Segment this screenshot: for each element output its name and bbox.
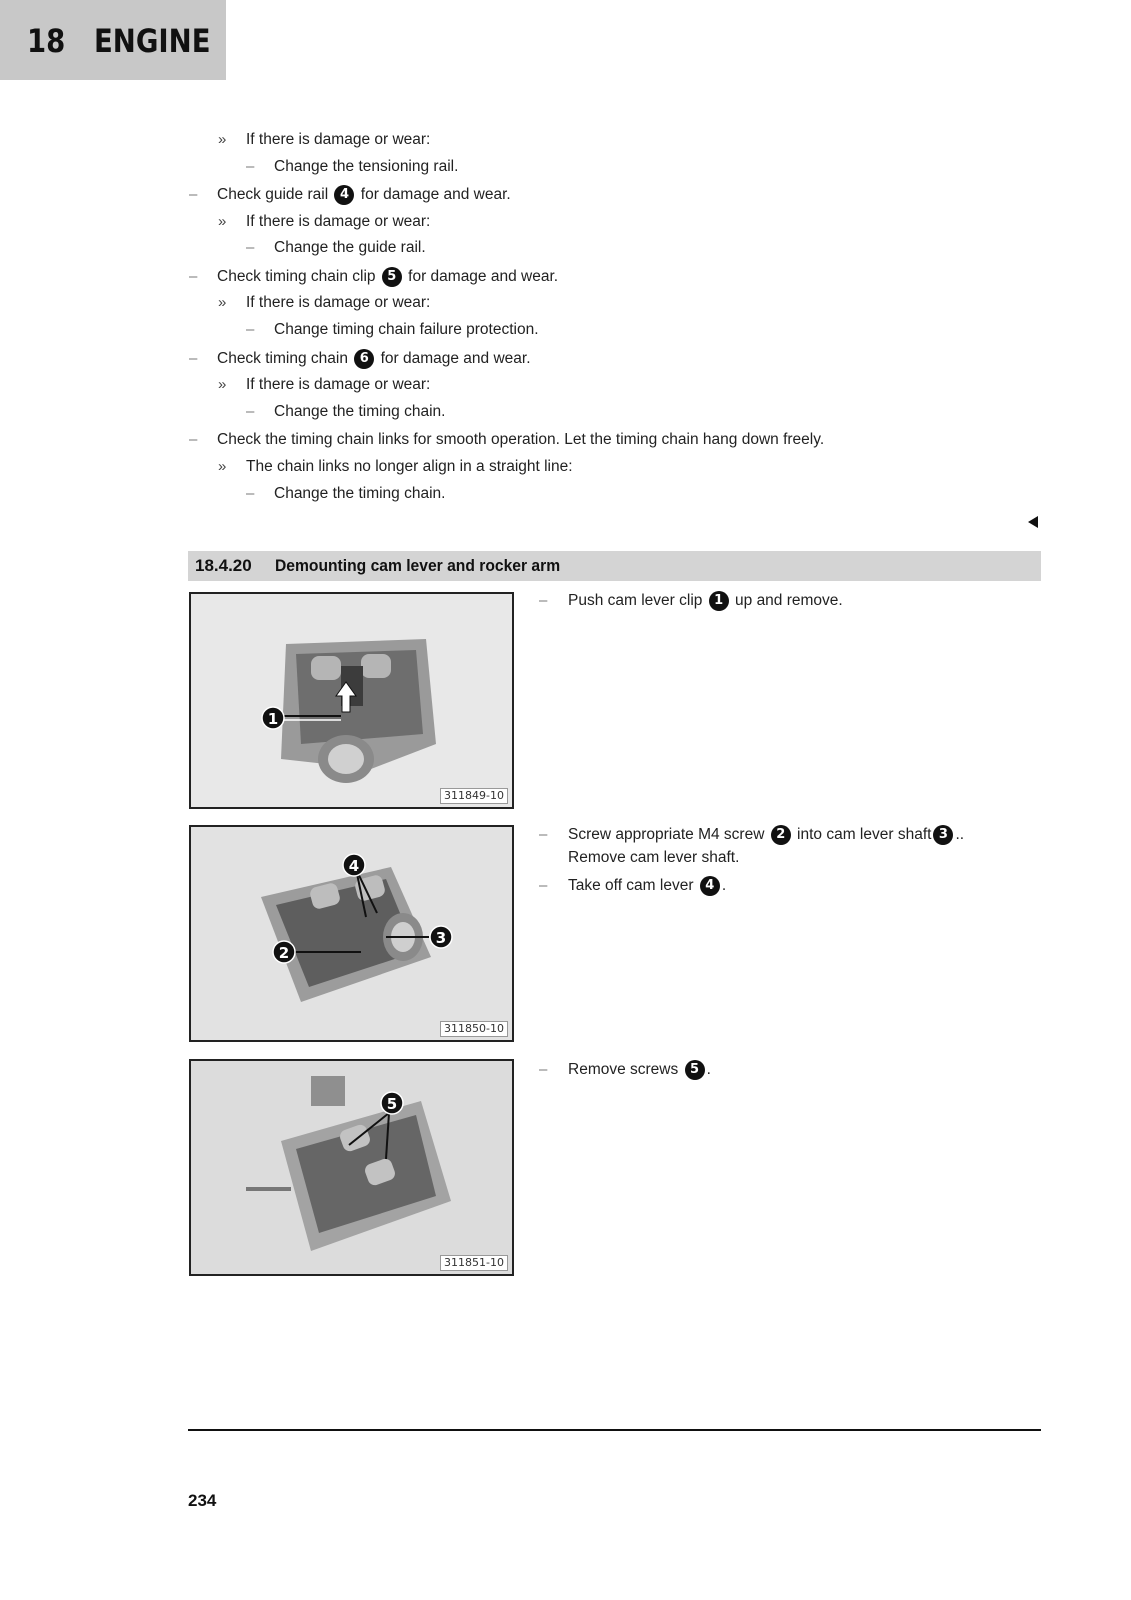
callout-badge: 3 bbox=[933, 825, 953, 845]
callout-badge: 1 bbox=[709, 591, 729, 611]
callout-5: 5 bbox=[386, 1095, 398, 1113]
dash-marker: – bbox=[539, 1061, 548, 1078]
action-text: Change the timing chain. bbox=[274, 403, 446, 420]
step-text: Take off cam lever bbox=[568, 877, 694, 895]
dash-marker: – bbox=[246, 239, 255, 256]
figure-remove-screws bbox=[189, 1059, 514, 1276]
action-text: Change the guide rail. bbox=[274, 239, 426, 256]
figure-id: 311851-10 bbox=[440, 1255, 508, 1271]
cylinder-head-photo bbox=[191, 1061, 512, 1274]
dash-marker: – bbox=[189, 268, 198, 285]
dash-marker: – bbox=[246, 158, 255, 175]
callout-badge: 4 bbox=[334, 185, 354, 205]
callout-badge: 5 bbox=[685, 1060, 705, 1080]
figure-cam-lever-clip bbox=[189, 592, 514, 809]
dash-marker: – bbox=[539, 877, 548, 894]
callout-4: 4 bbox=[348, 857, 360, 875]
cylinder-head-photo bbox=[191, 827, 512, 1040]
callout-2: 2 bbox=[278, 944, 290, 962]
step-text: for damage and wear. bbox=[380, 350, 531, 368]
dash-marker: – bbox=[539, 592, 548, 609]
step-text: for damage and wear. bbox=[360, 186, 511, 204]
step-check-chain bbox=[217, 349, 531, 369]
arrow-marker: » bbox=[218, 294, 227, 311]
callout-badge: 6 bbox=[354, 349, 374, 369]
page-number: 234 bbox=[188, 1491, 217, 1510]
callout-3: 3 bbox=[435, 929, 447, 947]
callout-badge: 5 bbox=[382, 267, 402, 287]
step-text: . bbox=[706, 1061, 711, 1079]
condition-text: If there is damage or wear: bbox=[246, 376, 431, 393]
step-take-off-lever bbox=[568, 876, 726, 896]
dash-marker: – bbox=[246, 485, 255, 502]
dash-marker: – bbox=[246, 321, 255, 338]
step-text: up and remove. bbox=[735, 592, 843, 610]
step-check-clip bbox=[217, 267, 558, 287]
step-text: Screw appropriate M4 screw bbox=[568, 826, 765, 844]
step-text: Check timing chain bbox=[217, 350, 348, 368]
section-number: 18.4.20 bbox=[195, 556, 252, 575]
dash-marker: – bbox=[189, 431, 198, 448]
arrow-marker: » bbox=[218, 376, 227, 393]
step-push-clip bbox=[568, 591, 843, 611]
step-text: Remove screws bbox=[568, 1061, 679, 1079]
figure-id: 311850-10 bbox=[440, 1021, 508, 1037]
dash-marker: – bbox=[189, 350, 198, 367]
dash-marker: – bbox=[539, 826, 548, 843]
callout-badge: 2 bbox=[771, 825, 791, 845]
action-text: Change timing chain failure protection. bbox=[274, 321, 539, 338]
condition-text: If there is damage or wear: bbox=[246, 294, 431, 311]
condition-text: If there is damage or wear: bbox=[246, 131, 431, 148]
arrow-marker: » bbox=[218, 131, 227, 148]
condition-text: If there is damage or wear: bbox=[246, 213, 431, 230]
condition-text: The chain links no longer align in a straight line: bbox=[246, 458, 573, 475]
arrow-marker: » bbox=[218, 458, 227, 475]
section-title: Demounting cam lever and rocker arm bbox=[275, 556, 561, 575]
chapter-title: ENGINE bbox=[94, 22, 211, 60]
step-screw bbox=[568, 825, 964, 845]
end-of-section-marker bbox=[1028, 516, 1038, 528]
arrow-marker: » bbox=[218, 213, 227, 230]
dash-marker: – bbox=[246, 403, 255, 420]
step-text: Check timing chain clip bbox=[217, 268, 376, 286]
section-header bbox=[188, 551, 1041, 581]
step-text: Check guide rail bbox=[217, 186, 329, 204]
step-text: into cam lever shaft bbox=[797, 826, 932, 844]
chapter-tab bbox=[0, 0, 226, 80]
callout-1: 1 bbox=[267, 710, 279, 728]
step-text: for damage and wear. bbox=[408, 268, 559, 286]
figure-cam-lever-shaft bbox=[189, 825, 514, 1042]
chapter-number: 18 bbox=[27, 22, 66, 60]
action-text: Change the timing chain. bbox=[274, 485, 446, 502]
dash-marker: – bbox=[189, 186, 198, 203]
figure-id: 311849-10 bbox=[440, 788, 508, 804]
action-text: Change the tensioning rail. bbox=[274, 158, 459, 175]
footer-rule bbox=[188, 1429, 1041, 1431]
step-remove-shaft: Remove cam lever shaft. bbox=[568, 849, 740, 866]
step-text: .. bbox=[955, 826, 965, 844]
step-check-guide-rail bbox=[217, 185, 511, 205]
cylinder-head-photo bbox=[191, 594, 512, 807]
step-text: . bbox=[721, 877, 727, 895]
callout-badge: 4 bbox=[700, 876, 720, 896]
step-check-links: Check the timing chain links for smooth operation. Let the timing chain hang down freely. bbox=[217, 431, 825, 448]
step-remove-screws bbox=[568, 1060, 711, 1080]
step-text: Push cam lever clip bbox=[568, 592, 703, 610]
